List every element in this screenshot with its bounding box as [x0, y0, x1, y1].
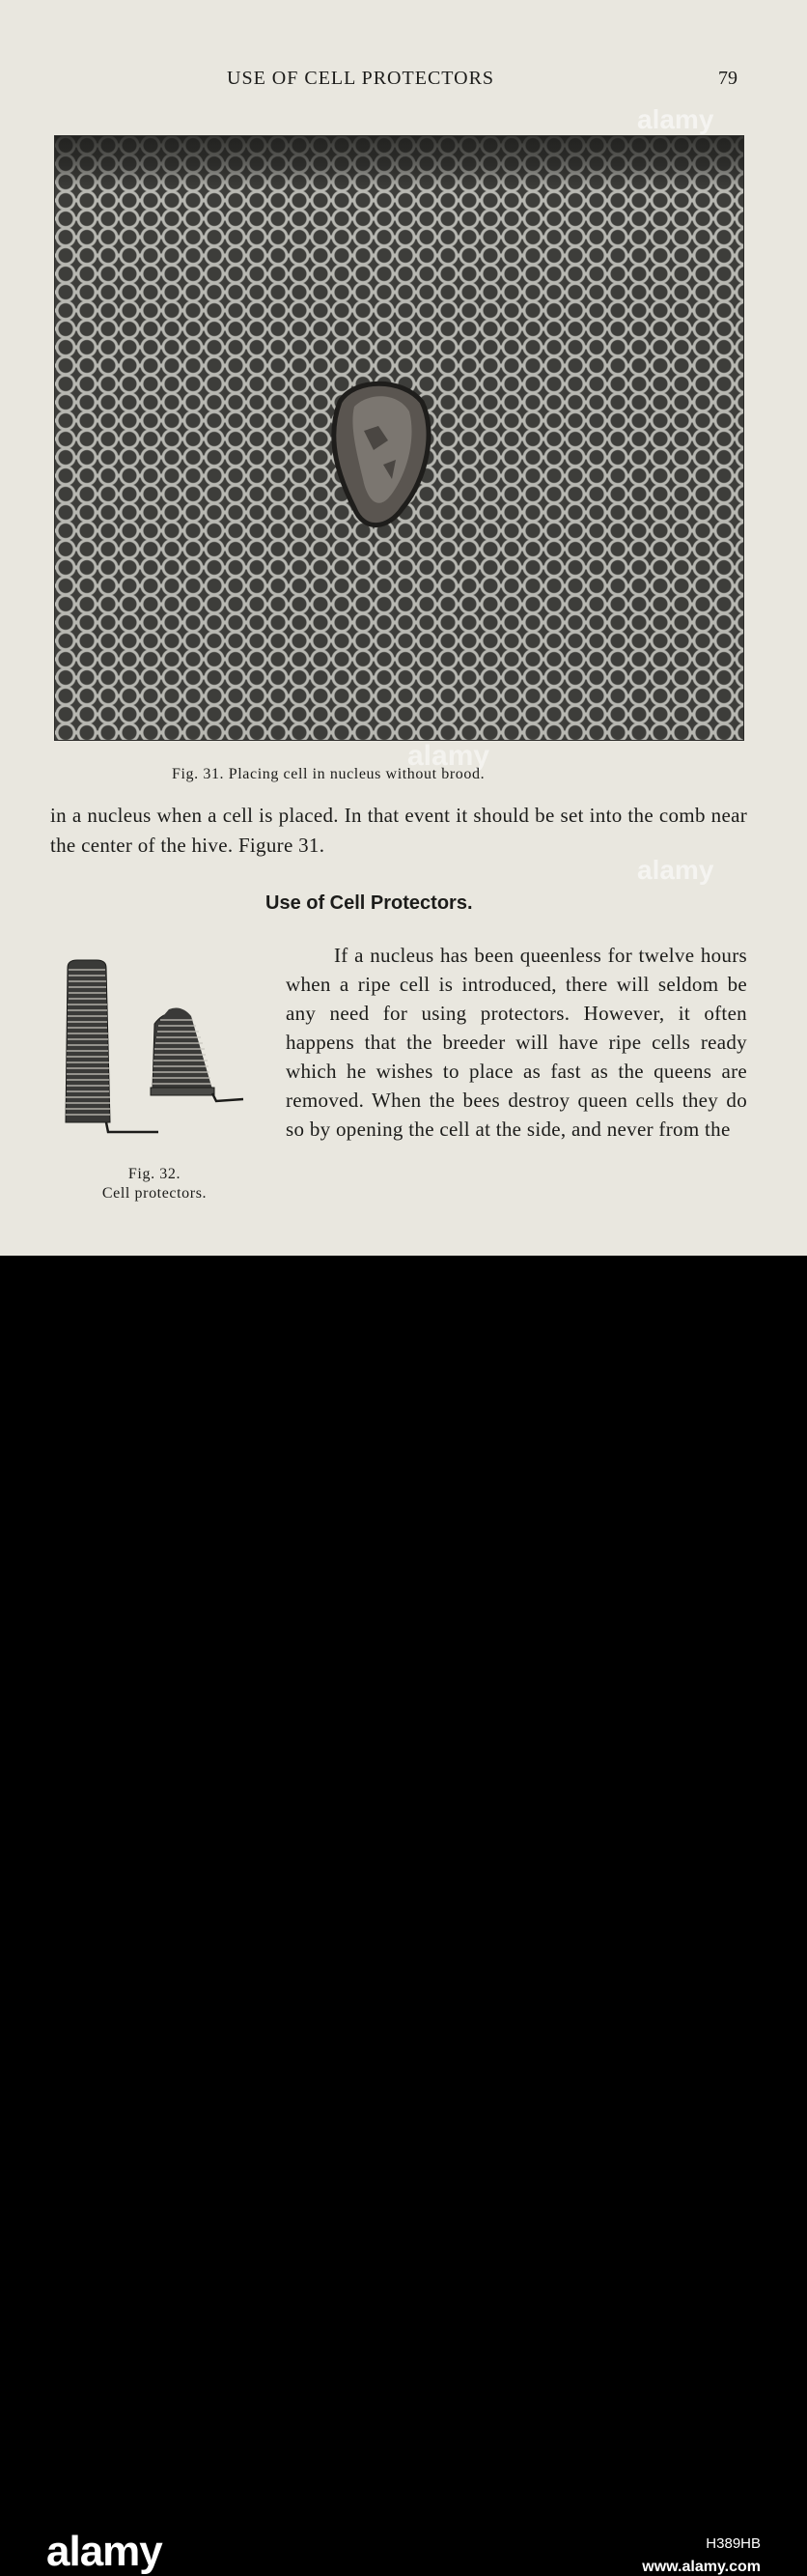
- alamy-logo: alamy: [46, 2528, 162, 2575]
- figure-31-caption: Fig. 31. Placing cell in nucleus without brood.: [172, 766, 486, 782]
- watermark-top: alamy: [637, 104, 714, 134]
- watermark-center: alamy: [407, 740, 490, 772]
- section-heading: Use of Cell Protectors.: [265, 892, 473, 914]
- watermark-middle: alamy: [637, 855, 714, 885]
- paragraph-2: If a nucleus has been queenless for twelve hours when a ripe cell is introduced, there will seldom be any need for using protectors. However, it often happens that the breeder will have ripe cells ready which he wishes to place as fast as the queens are removed. When the bees destroy queen cells they do so by opening the cell at the side, and never from the: [286, 944, 747, 1141]
- stock-footer-bar: [0, 1256, 807, 2575]
- queen-cell-image: [320, 373, 436, 542]
- tall-protector: [66, 960, 158, 1132]
- short-protector: [151, 1008, 243, 1101]
- figure-32-caption: [77, 1165, 232, 1203]
- page-number: 79: [718, 68, 737, 89]
- cell-protectors-illustration: [58, 956, 251, 1140]
- site-url: www.alamy.com: [642, 2559, 761, 2575]
- figure-32-label: Fig. 32.: [127, 1166, 181, 1182]
- book-page: [0, 0, 807, 1256]
- figure-32-title: Cell protectors.: [101, 1185, 208, 1202]
- image-id: H389HB: [706, 2535, 761, 2552]
- honeycomb-photo: [54, 135, 744, 772]
- paragraph-1: in a nucleus when a cell is placed. In that event it should be set into the comb near the center of the hive. Figure 31.: [50, 804, 747, 857]
- running-title: USE OF CELL PROTECTORS: [227, 68, 495, 89]
